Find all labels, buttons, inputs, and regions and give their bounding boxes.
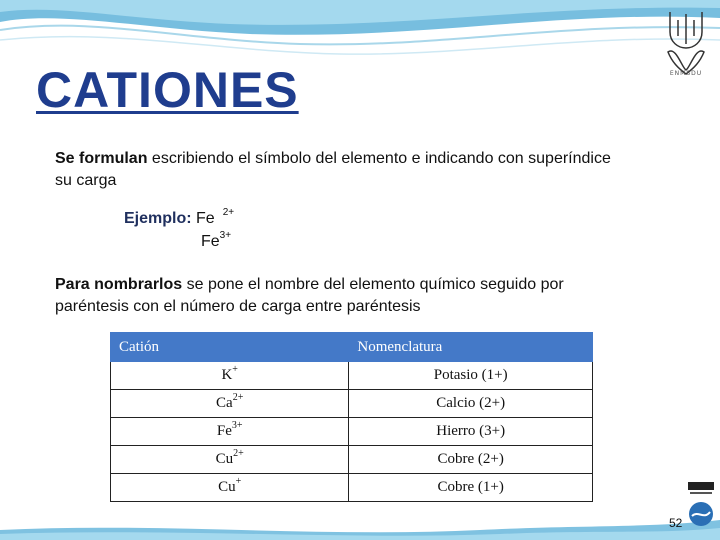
cation-symbol: Fe [216,423,232,439]
page-number: 52 [669,516,683,530]
example1-symbol: Fe [196,210,215,227]
table-header-row [111,333,593,362]
nomenclature-cell: Hierro (3+) [349,418,593,446]
cation-symbol: Ca [216,395,233,411]
nomenclature-cell: Cobre (1+) [349,474,593,502]
example-line-2 [201,230,232,251]
example2-charge: 3+ [219,230,232,241]
cation-cell [111,362,349,390]
example1-charge: 2+ [222,207,235,218]
cation-cell [111,446,349,474]
paragraph-naming [55,274,615,318]
decorative-top-waves [0,0,720,70]
cation-charge: + [232,364,238,375]
table-row [111,390,593,418]
nomenclature-cell: Calcio (2+) [349,390,593,418]
paragraph-formulation-lead: Se formulan [55,150,148,167]
institution-logo-icon [686,480,716,530]
paragraph-naming-lead: Para nombrarlos [55,276,183,293]
example2-symbol: Fe [201,233,220,250]
cation-cell [111,390,349,418]
nomenclature-cell: Potasio (1+) [349,362,593,390]
decorative-bottom-waves [0,500,720,540]
cation-charge: 2+ [232,392,244,403]
paragraph-formulation-text: escribiendo el símbolo del elemento e indicando con superíndice su carga [55,150,611,189]
table-row [111,418,593,446]
nomenclature-cell: Cobre (2+) [349,446,593,474]
table-row [111,474,593,502]
cation-symbol: Cu [215,451,234,467]
cation-cell [111,418,349,446]
paragraph-naming-text: se pone el nombre del elemento químico seguido por paréntesis con el número de carga entre paréntesis [55,276,564,315]
header-cation: Catión [111,333,349,362]
example-label: Ejemplo: [124,210,192,227]
cation-charge: 2+ [233,448,244,459]
table-row [111,446,593,474]
slide-title: CATIONES [36,62,299,118]
table-row [111,362,593,390]
cation-symbol: K [221,367,233,383]
cation-charge: 3+ [231,420,243,431]
example-line-1 [124,207,235,228]
cation-symbol: Cu [218,479,236,495]
cation-nomenclature-table [110,332,593,502]
logo-caption: ENMSDU [669,70,703,77]
cation-charge: + [235,476,242,487]
cation-cell [111,474,349,502]
paragraph-formulation [55,148,615,192]
header-nomenclature: Nomenclatura [349,333,593,362]
